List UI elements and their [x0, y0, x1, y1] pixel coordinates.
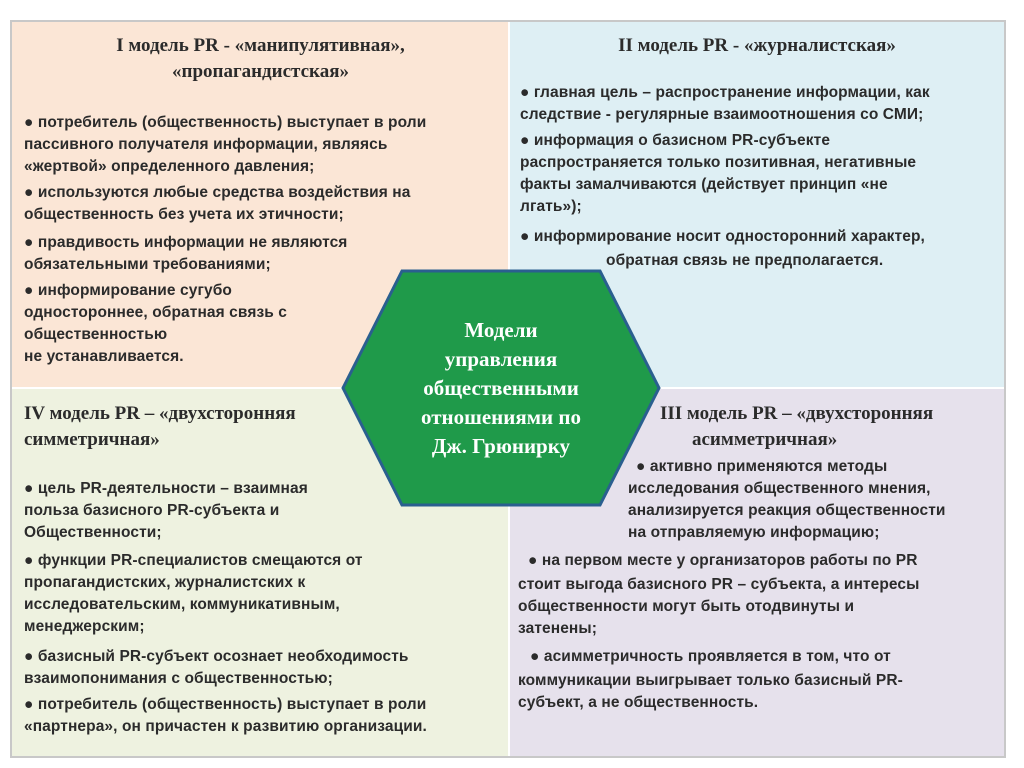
model-1-title-line2: «пропагандистская» [172, 61, 349, 82]
center-label: Модели управления общественными отношениями по Дж. Грюнирку [420, 317, 581, 458]
model-4-bullet-2: ● функции PR-специалистов смещаются от пропагандистских, журналистских к исследовательским, коммуникативным, менеджерским; [24, 552, 363, 635]
model-4-title-line2: симметричная» [24, 429, 160, 450]
model-3-title-line1: III модель PR – «двухсторонняя [660, 403, 934, 424]
model-3-bullet-3: ● асимметричность проявляется в том, что от [530, 648, 891, 665]
model-2-bullet-1: ● главная цель – распространение информации, как следствие - регулярные взаимоотношения со СМИ; [520, 84, 930, 123]
model-3-bullet-2: ● на первом месте у организаторов работы по PR [528, 552, 918, 569]
model-1-bullet-3: ● правдивость информации не являются обязательными требованиями; [24, 234, 348, 273]
model-2-bullet-3: ● информирование носит односторонний характер, [520, 228, 925, 245]
model-4-bullet-1: ● цель PR-деятельности – взаимная польза базисного PR-субъекта и Общественности; [24, 480, 308, 541]
model-3-title-line2: асимметричная» [692, 429, 838, 450]
model-1-bullet-1: ● потребитель (общественность) выступает в роли пассивного получателя информации, являясь «жертвой» определенного давления; [24, 114, 427, 175]
model-3-bullet-3-cont: коммуникации выигрывает только базисный PR- субъект, а не общественность. [518, 672, 903, 711]
model-3-bullet-1-cont: исследования общественного мнения, анализируется реакция общественности на отправляемую информацию; [628, 480, 946, 541]
model-3-bullet-2-cont: стоит выгода базисного PR – субъекта, а интересы общественности могут быть отодвинуты и затенены; [518, 576, 920, 637]
model-1-title-line1: I модель PR - «манипулятивная», [116, 35, 405, 56]
model-3-bullet-1: ● активно применяются методы [636, 458, 888, 475]
model-2-title: II модель PR - «журналистская» [618, 35, 896, 56]
model-4-bullet-4: ● потребитель (общественность) выступает в роли «партнера», он причастен к развитию организации. [24, 696, 427, 735]
model-4-title-line1: IV модель PR – «двухсторонняя [24, 403, 296, 424]
model-1-bullet-2: ● используются любые средства воздействия на общественность без учета их этичности; [24, 184, 411, 223]
model-2-bullet-3-cont: обратная связь не предполагается. [606, 252, 884, 269]
model-1-bullet-4: ● информирование сугубо одностороннее, обратная связь с общественностью не устанавливается. [24, 282, 288, 365]
model-2-bullet-2: ● информация о базисном PR-субъекте распространяется только позитивная, негативные факты замалчиваются (действует принцип «не лгать»); [520, 132, 917, 215]
center-hexagon [340, 268, 662, 508]
model-4-bullet-3: ● базисный PR-субъект осознает необходимость взаимопонимания с общественностью; [24, 648, 409, 687]
